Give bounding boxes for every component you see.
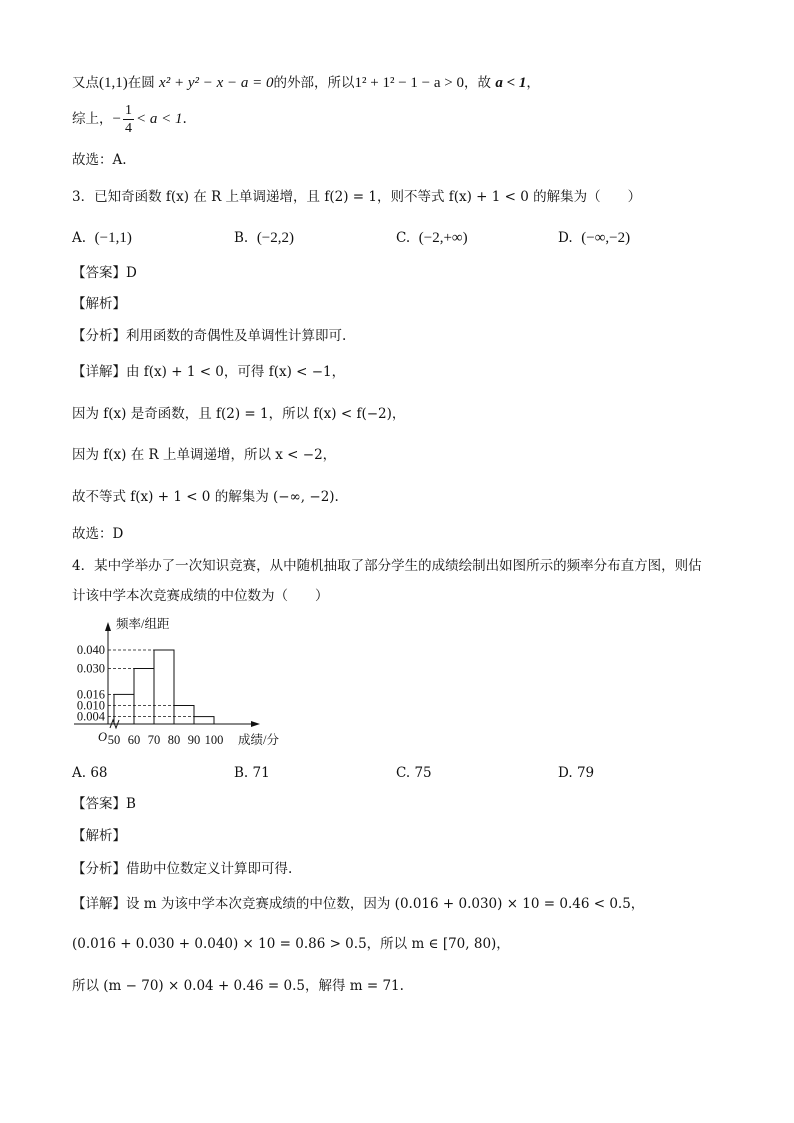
choice-letter: B. (234, 765, 249, 781)
q4-choice-b (234, 762, 270, 784)
choice-letter: A. (72, 765, 87, 781)
text: 的外部，所以 (273, 75, 355, 91)
text: ，故 (464, 75, 492, 91)
choice-value: 71 (252, 765, 270, 781)
line-summary (72, 102, 187, 137)
q3-detail-1: 【详解】由 f(x) + 1 < 0，可得 f(x) < −1， (72, 364, 346, 380)
xtick-label: 90 (187, 733, 201, 747)
choice-letter: D. (558, 765, 573, 781)
q3-choice-a (72, 227, 132, 249)
text: 又点 (72, 75, 99, 91)
inequality: 1² + 1² − 1 − a > 0 (354, 75, 465, 91)
x-axis-label: 成绩/分 (238, 733, 279, 747)
text: 综上， (72, 111, 113, 127)
q4-choice-c (396, 762, 432, 784)
choice-value: (−2,2) (256, 230, 295, 246)
q4-detail-3: 所以 (m − 70) × 0.04 + 0.46 = 0.5，解得 m = 71. (72, 978, 404, 994)
question-3: 3．已知奇函数 f(x) 在 R 上单调递增，且 f(2) = 1，则不等式 f(x) + 1 < 0 的解集为（ ） (72, 189, 642, 205)
inequality: < a < 1 (135, 111, 183, 127)
xtick-label: 70 (147, 733, 161, 747)
text: ， (526, 75, 540, 91)
histogram-bar (174, 706, 194, 725)
frequency-histogram (68, 616, 298, 752)
q4-jiexi: 【解析】 (72, 828, 126, 844)
histogram-bar (154, 650, 174, 724)
numerator: 1 (124, 103, 132, 118)
minus: − (112, 111, 121, 127)
ytick-label: 0.030 (76, 661, 105, 676)
choice-value: 79 (576, 765, 595, 781)
choice-value: 68 (90, 765, 108, 781)
text: . (182, 111, 187, 127)
ytick-label: 0.016 (76, 687, 105, 702)
ytick-label: 0.004 (76, 709, 105, 724)
y-axis-arrow (105, 622, 111, 631)
result: a < 1 (495, 75, 527, 91)
histogram-bar (194, 717, 214, 724)
q4-detail-1: 【详解】设 m 为该中学本次竞赛成绩的中位数，因为 (0.016 + 0.030) × 10 = 0.46 < 0.5， (72, 896, 645, 912)
histogram-bar (134, 669, 154, 725)
q3-answer: 【答案】D (72, 265, 137, 281)
line-circle-condition (72, 72, 540, 94)
question-4-line-1: 4．某中学举办了一次知识竞赛，从中随机抽取了部分学生的成绩绘制出如图所示的频率分布直方图，则估 (72, 558, 702, 574)
fraction (123, 102, 134, 137)
q4-choice-d (558, 762, 594, 784)
q4-fenxi: 【分析】借助中位数定义计算即可得. (72, 861, 293, 877)
q4-choice-a (72, 762, 108, 784)
histogram-bar (114, 694, 134, 724)
choice-value: (−1,1) (94, 230, 132, 246)
y-axis-label: 频率/组距 (116, 617, 170, 631)
choice-value: (−∞,−2) (581, 230, 631, 246)
q4-detail-2: (0.016 + 0.030 + 0.040) × 10 = 0.86 > 0.5，所以 m ∈ [70, 80)， (72, 936, 510, 952)
select-a: 故选：A. (72, 152, 127, 168)
q3-fenxi: 【分析】利用函数的奇偶性及单调性计算即可. (72, 328, 347, 344)
circle-equation: x² + y² − x − a = 0 (159, 75, 274, 91)
q4-answer: 【答案】B (72, 796, 136, 812)
question-4-line-2: 计该中学本次竞赛成绩的中位数为（ ） (72, 588, 329, 604)
choice-letter: B. (234, 230, 249, 246)
xtick-label: 100 (204, 733, 224, 747)
x-axis-arrow (251, 721, 260, 727)
choice-value: (−2,+∞) (418, 230, 468, 246)
q3-jiexi: 【解析】 (72, 296, 126, 312)
xtick-label: 50 (107, 733, 121, 747)
ytick-label: 0.040 (76, 643, 105, 657)
q3-detail-3: 因为 f(x) 在 R 上单调递增，所以 x < −2， (72, 447, 337, 463)
q3-detail-2: 因为 f(x) 是奇函数，且 f(2) = 1，所以 f(x) < f(−2)， (72, 406, 406, 422)
q3-select: 故选：D (72, 526, 124, 542)
q3-detail-4: 故不等式 f(x) + 1 < 0 的解集为 (−∞, −2). (72, 489, 339, 505)
choice-letter: A. (72, 230, 87, 246)
text: 在圆 (127, 75, 155, 91)
choice-value: 75 (414, 765, 432, 781)
xtick-label: 80 (167, 733, 181, 747)
choice-letter: C. (396, 230, 411, 246)
xtick-label: 60 (127, 733, 141, 747)
q3-choice-c (396, 227, 468, 249)
origin-label: O (98, 730, 108, 744)
q3-choice-b (234, 227, 294, 249)
point: (1,1) (99, 75, 128, 91)
choice-letter: D. (558, 230, 573, 246)
q3-choice-d (558, 227, 630, 249)
choice-letter: C. (396, 765, 411, 781)
denominator: 4 (124, 121, 132, 136)
ytick-label: 0.010 (76, 698, 105, 713)
